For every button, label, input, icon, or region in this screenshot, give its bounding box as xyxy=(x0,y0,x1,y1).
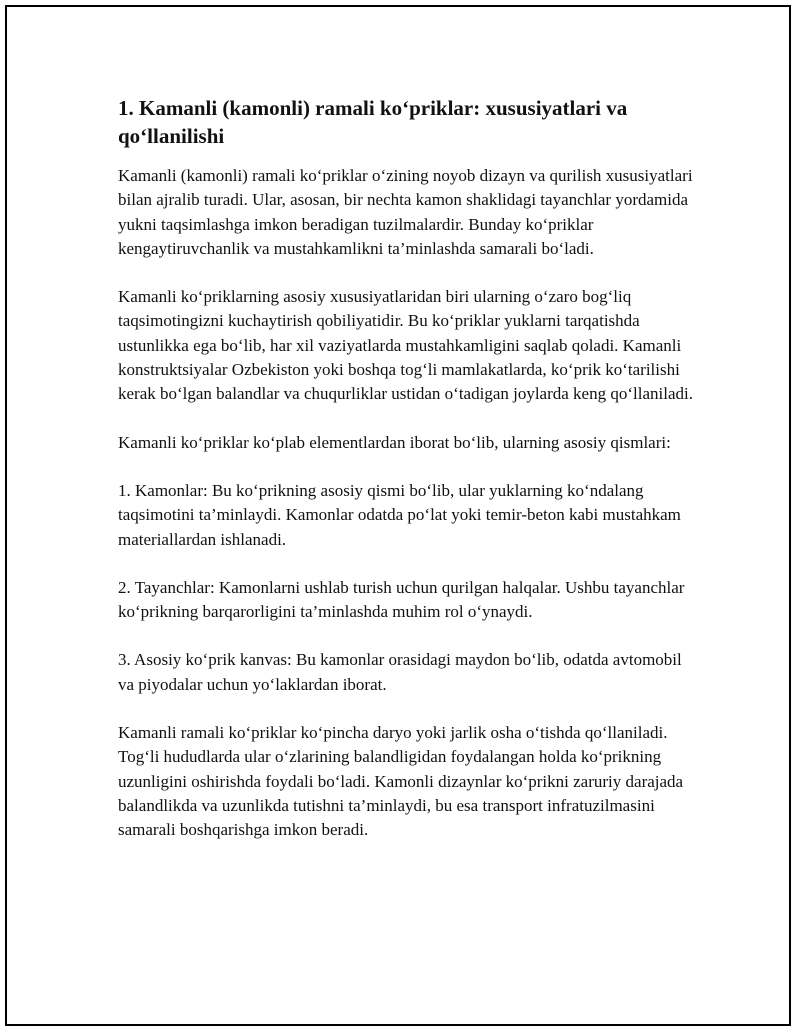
document-body xyxy=(118,94,698,867)
paragraph-intro: Kamanli (kamonli) ramali ko‘priklar o‘zining noyob dizayn va qurilish xususiyatlari bilan ajralib turadi. Ular, asosan, bir nechta kamon shaklidagi tayanchlar yordamida yukni taqsimlashga imkon beradigan tuzilmalardir. Bunday ko‘priklar kengaytiruvchanlik va mustahkamlikni ta’minlashda samarali bo‘ladi. xyxy=(118,166,693,258)
list-item-supports: 2. Tayanchlar: Kamonlarni ushlab turish uchun qurilgan halqalar. Ushbu tayanchlar ko‘prikning barqarorligini ta’minlashda muhim rol o‘ynaydi. xyxy=(118,577,685,622)
list-item-arches: 1. Kamonlar: Bu ko‘prikning asosiy qismi bo‘lib, ular yuklarning ko‘ndalang taqsimotini ta’minlaydi. Kamonlar odatda po‘lat yoki temir-beton kabi mustahkam materiallardan ishlanadi. xyxy=(118,480,681,549)
document-title: 1. Kamanli (kamonli) ramali ko‘priklar: xususiyatlari va qo‘llanilishi xyxy=(118,96,628,148)
list-item-deck: 3. Asosiy ko‘prik kanvas: Bu kamonlar orasidagi maydon bo‘lib, odatda avtomobil va piyodalar uchun yo‘laklardan iborat. xyxy=(118,650,682,694)
paragraph-applications: Kamanli ramali ko‘priklar ko‘pincha daryo yoki jarlik osha o‘tishda qo‘llaniladi. Tog‘li hududlarda ular o‘zlarining balandligidan foydalangan holda ko‘prikning uzunligini oshirishda foydali bo‘ladi. Kamonli dizaynlar ko‘prikni zaruriy darajada balandlikda va uzunlikda tutishni ta’minlaydi, bu esa transport infratuzilmasini samarali boshqarishga imkon beradi. xyxy=(118,723,684,840)
paragraph-elements-intro: Kamanli ko‘priklar ko‘plab elementlardan iborat bo‘lib, ularning asosiy qismlari: xyxy=(118,432,671,452)
paragraph-features: Kamanli ko‘priklarning asosiy xususiyatlaridan biri ularning o‘zaro bog‘liq taqsimotingizni kuchaytirish qobiliyatidir. Bu ko‘priklar yuklarni tarqatishda ustunlikka ega bo‘lib, har xil vaziyatlarda mustahkamligini saqlab qoladi. Kamanli konstruktsiyalar Ozbekiston yoki boshqa tog‘li mamlakatlarda, ko‘prik ko‘tarilishi kerak bo‘lgan balandlar va chuqurliklar ustidan o‘tadigan joylarda keng qo‘llaniladi. xyxy=(118,287,693,404)
